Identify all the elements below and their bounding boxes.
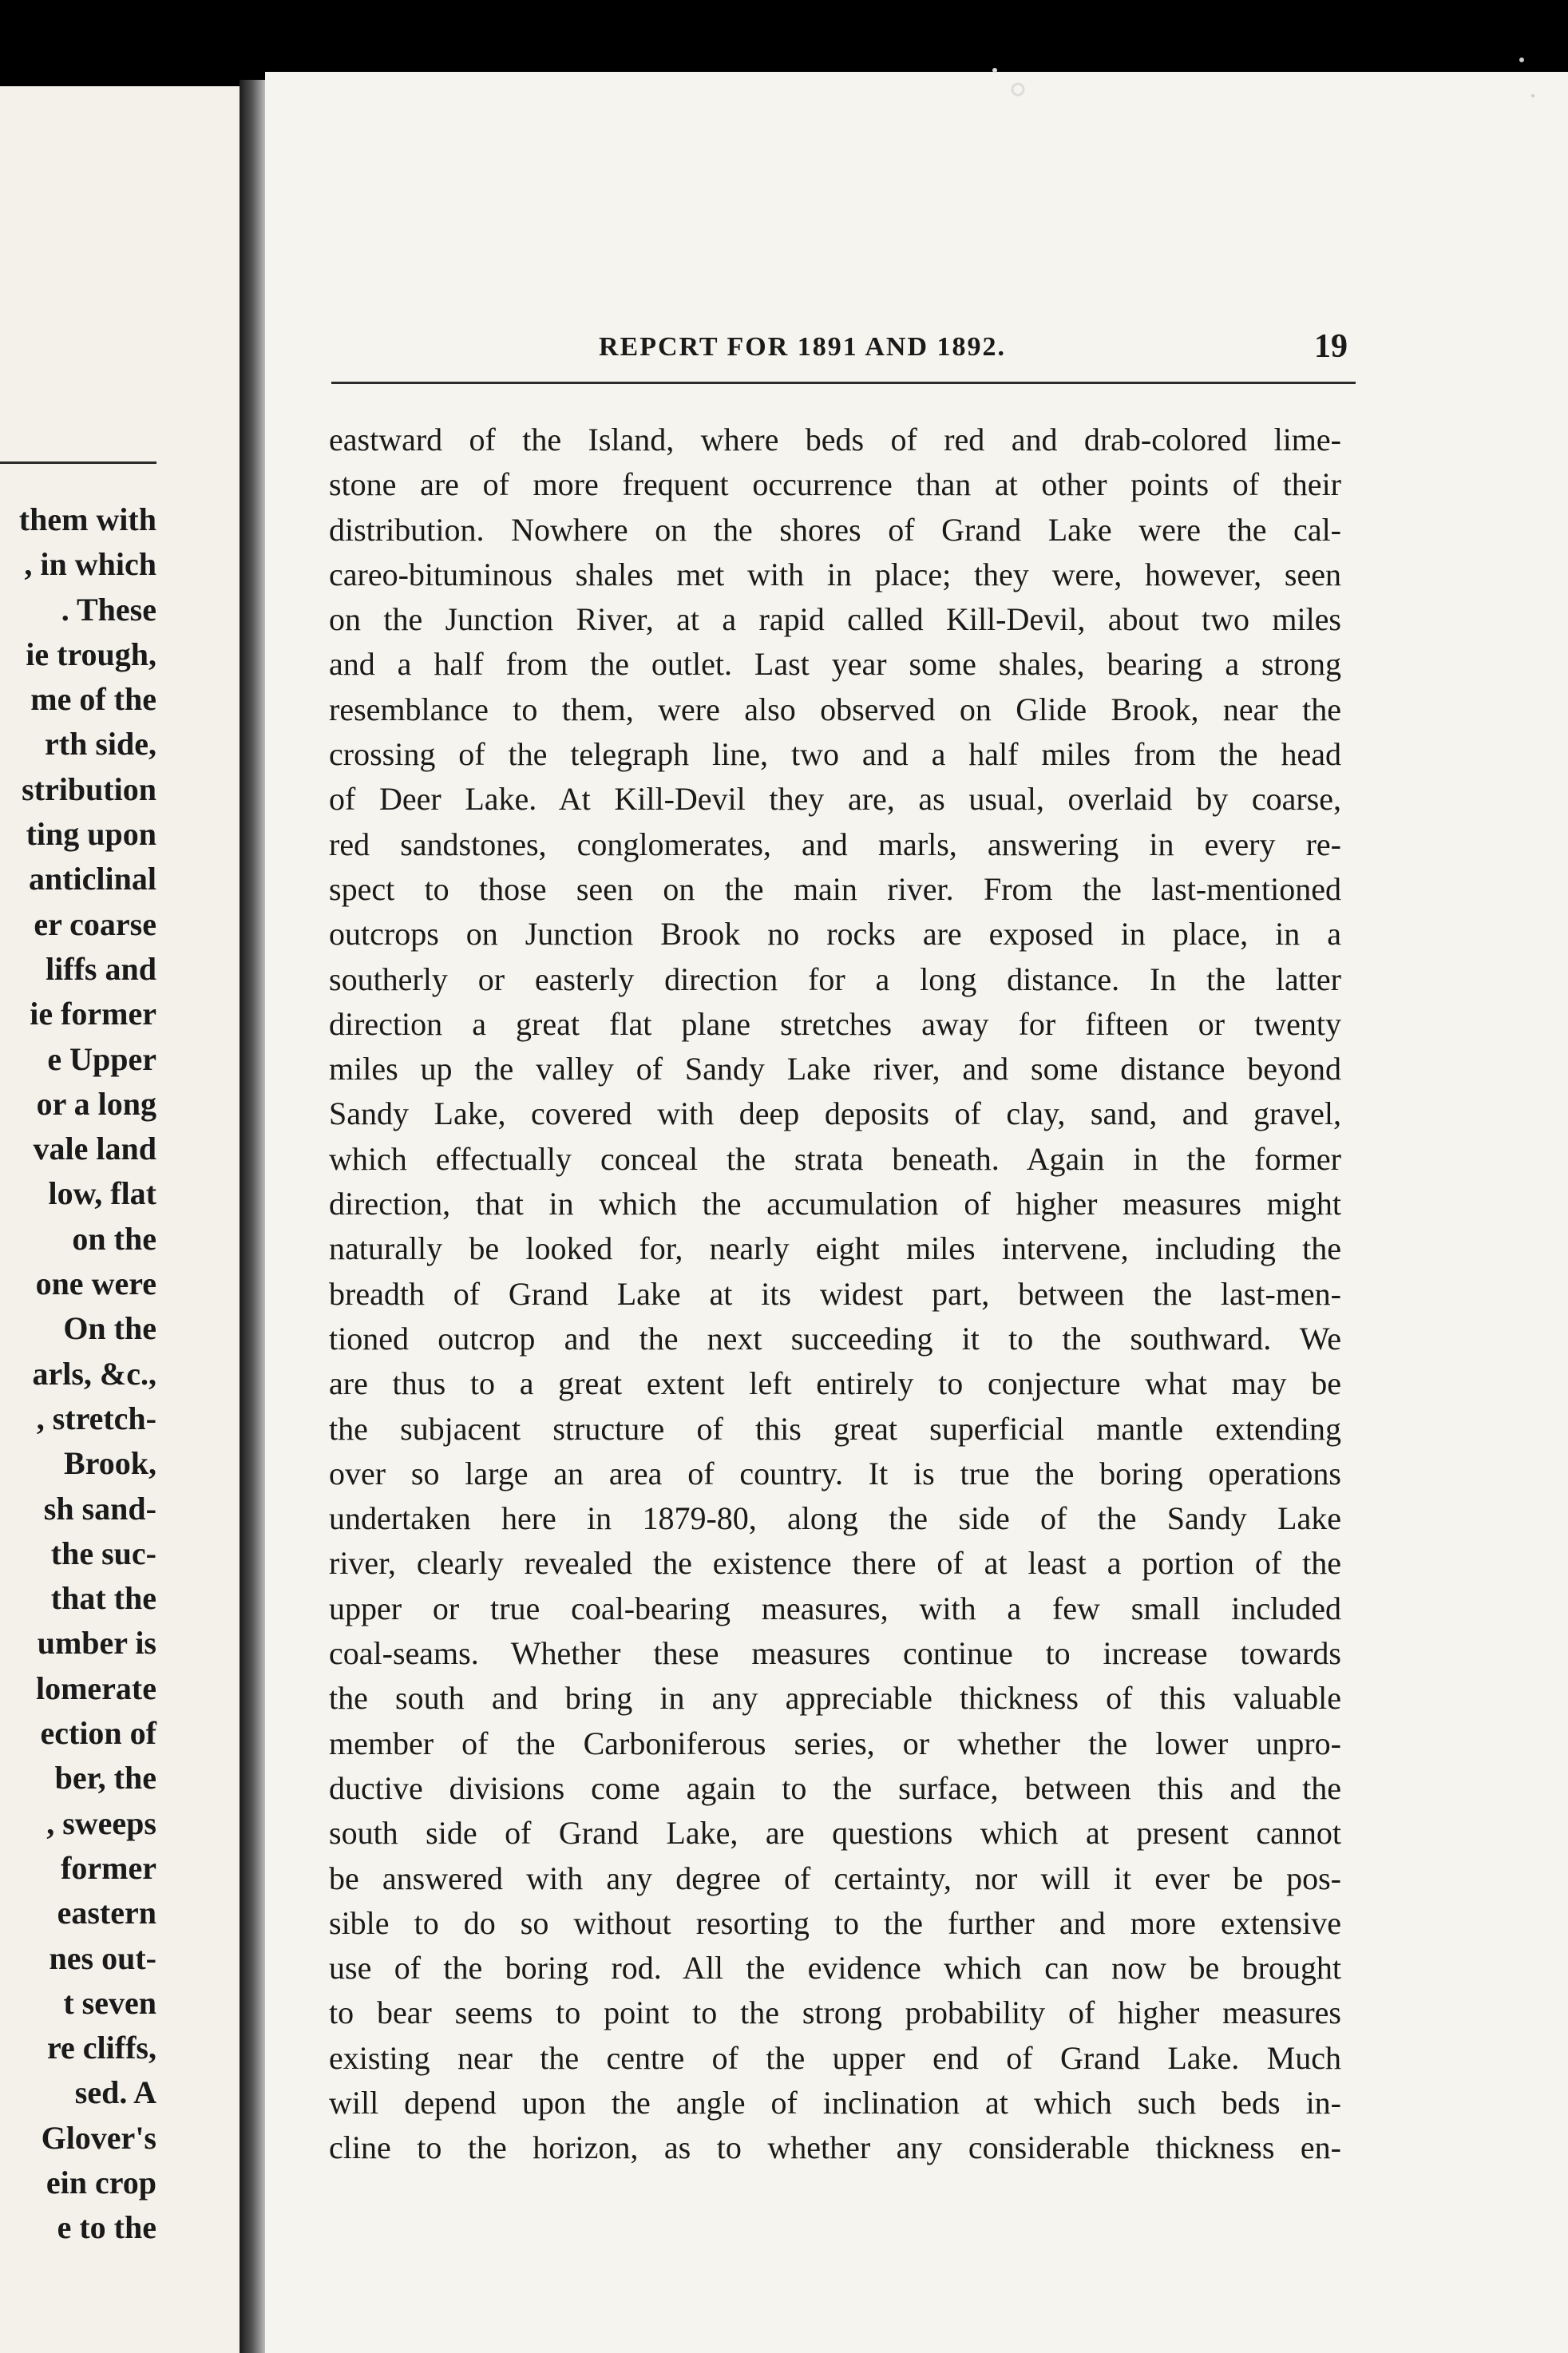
left-page-line: eastern [57, 1895, 156, 1931]
left-page-line: er coarse [34, 905, 156, 942]
left-page-line: , in which [24, 546, 156, 583]
left-page-line: lomerate [35, 1670, 156, 1706]
left-page-line: nes out- [49, 1939, 156, 1976]
left-page-line: low, flat [48, 1175, 156, 1212]
left-page [0, 86, 249, 2353]
body-line: eastward of the Island, where beds of red and drab-colored lime- [329, 422, 1341, 458]
left-page-line: the suc- [50, 1535, 156, 1571]
left-page-line: ie trough, [26, 636, 156, 672]
left-page-line: rth side, [45, 726, 156, 763]
left-page-line: or a long [36, 1085, 156, 1122]
left-page-line: . These [61, 591, 156, 628]
body-line: direction, that in which the accumulation of higher measures might [329, 1186, 1341, 1222]
body-line: undertaken here in 1879-80, along the side of the Sandy Lake [329, 1500, 1341, 1537]
body-line: Sandy Lake, covered with deep deposits of clay, sand, and gravel, [329, 1095, 1341, 1132]
left-page-line: on the [72, 1220, 156, 1257]
left-page-line: me of the [30, 681, 156, 718]
left-page-line: them with [18, 501, 156, 537]
left-page-header-rule [0, 461, 156, 464]
body-line: breadth of Grand Lake at its widest part, between the last-men- [329, 1275, 1341, 1312]
left-page-line: sed. A [74, 2074, 156, 2111]
body-line: member of the Carboniferous series, or whether the lower unpro- [329, 1725, 1341, 1761]
body-line: naturally be looked for, nearly eight miles intervene, including the [329, 1230, 1341, 1267]
body-line: which effectually conceal the strata beneath. Again in the former [329, 1140, 1341, 1177]
body-line: crossing of the telegraph line, two and a half miles from the head [329, 736, 1341, 773]
left-page-line: , sweeps [46, 1804, 156, 1841]
body-line: the south and bring in any appreciable thickness of this valuable [329, 1680, 1341, 1717]
body-text [329, 418, 1341, 2171]
body-line: direction a great flat plane stretches away for fifteen or twenty [329, 1005, 1341, 1042]
running-head: REPCRT FOR 1891 AND 1892. [599, 332, 1007, 362]
body-line: cline to the horizon, as to whether any considerable thickness en- [329, 2129, 1341, 2166]
left-page-line: e Upper [47, 1040, 156, 1077]
left-page-line: ting upon [26, 816, 156, 853]
body-line: south side of Grand Lake, are questions which at present cannot [329, 1815, 1341, 1852]
left-page-line: ection of [40, 1715, 156, 1752]
body-line: are thus to a great extent left entirely to conjecture what may be [329, 1365, 1341, 1402]
header-rule [331, 382, 1356, 384]
body-line: southerly or easterly direction for a long distance. In the latter [329, 961, 1341, 997]
body-line: miles up the valley of Sandy Lake river, and some distance beyond [329, 1051, 1341, 1087]
page-number: 19 [1314, 328, 1348, 365]
body-line: careo-bituminous shales met with in place; they were, however, seen [329, 556, 1341, 592]
body-line: be answered with any degree of certainty, nor will it ever be pos- [329, 1860, 1341, 1896]
body-line: over so large an area of country. It is true the boring operations [329, 1455, 1341, 1491]
body-line: coal-seams. Whether these measures continue to increase towards [329, 1635, 1341, 1672]
left-page-line: , stretch- [36, 1400, 156, 1436]
left-page-line: stribution [22, 770, 156, 807]
body-line: and a half from the outlet. Last year some shales, bearing a strong [329, 646, 1341, 683]
body-line: sible to do so without resorting to the further and more extensive [329, 1904, 1341, 1941]
left-page-line: Glover's [41, 2119, 156, 2156]
left-page-line: ie former [30, 996, 156, 1032]
body-line: on the Junction River, at a rapid called Kill-Devil, about two miles [329, 601, 1341, 638]
left-page-line: anticlinal [28, 861, 156, 897]
body-line: to bear seems to point to the strong probability of higher measures [329, 1995, 1341, 2031]
left-page-line: that the [50, 1580, 156, 1617]
left-page-line: vale land [33, 1131, 156, 1167]
body-line: will depend upon the angle of inclination at which such beds in- [329, 2084, 1341, 2121]
left-page-line: re cliffs, [47, 2030, 156, 2066]
body-line: existing near the centre of the upper end of Grand Lake. Much [329, 2039, 1341, 2076]
left-page-line: On the [63, 1310, 156, 1347]
body-line: resemblance to them, were also observed on Glide Brook, near the [329, 691, 1341, 727]
left-page-text [0, 497, 156, 2251]
body-line: the subjacent structure of this great superficial mantle extending [329, 1410, 1341, 1447]
body-line: spect to those seen on the main river. From the last-mentioned [329, 870, 1341, 907]
body-line: upper or true coal-bearing measures, with a few small included [329, 1590, 1341, 1626]
body-line: stone are of more frequent occurrence than at other points of their [329, 466, 1341, 503]
body-line: outcrops on Junction Brook no rocks are exposed in place, in a [329, 916, 1341, 953]
left-page-line: former [61, 1849, 156, 1886]
body-line: red sandstones, conglomerates, and marls, answering in every re- [329, 826, 1341, 862]
body-line: river, clearly revealed the existence there of at least a portion of the [329, 1545, 1341, 1582]
body-line: use of the boring rod. All the evidence which can now be brought [329, 1950, 1341, 1987]
body-line: distribution. Nowhere on the shores of Grand Lake were the cal- [329, 511, 1341, 548]
body-line: tioned outcrop and the next succeeding it to the southward. We [329, 1320, 1341, 1357]
left-page-line: ber, the [54, 1760, 156, 1796]
left-page-line: arls, &c., [32, 1355, 156, 1392]
left-page-line: Brook, [64, 1445, 156, 1482]
page-header [331, 327, 1356, 375]
body-line: ductive divisions come again to the surface, between this and the [329, 1769, 1341, 1806]
scan-specks [0, 0, 1568, 128]
left-page-line: umber is [37, 1625, 156, 1662]
left-page-line: one were [35, 1266, 156, 1302]
left-page-line: t seven [63, 1984, 156, 2021]
left-page-line: ein crop [46, 2164, 156, 2200]
left-page-line: e to the [57, 2209, 156, 2246]
left-page-line: liffs and [46, 950, 156, 987]
left-page-line: sh sand- [43, 1490, 156, 1527]
body-line: of Deer Lake. At Kill-Devil they are, as usual, overlaid by coarse, [329, 781, 1341, 818]
